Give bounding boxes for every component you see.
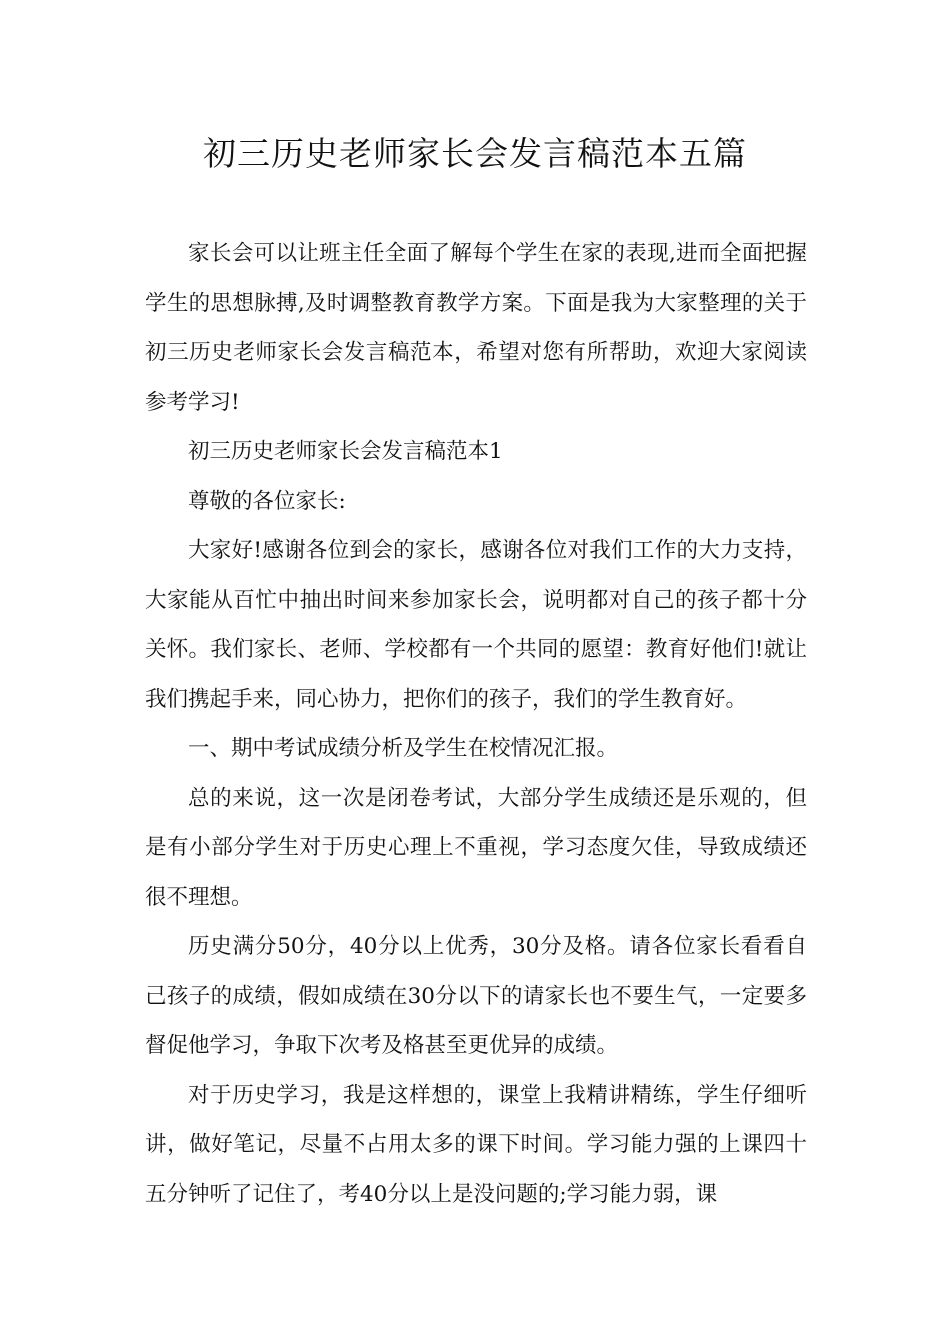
document-title: 初三历史老师家长会发言稿范本五篇 (203, 134, 747, 173)
subsection-heading: 一、期中考试成绩分析及学生在校情况汇报。 (188, 736, 619, 761)
document-body (145, 229, 807, 1219)
body-paragraph: 历史满分50分，40分以上优秀，30分及格。请各位家长看看自己孩子的成绩，假如成绩在30分以下的请家长也不要生气，一定要多督促他学习，争取下次考及格甚至更优异的成绩。 (145, 934, 807, 1058)
intro-paragraph: 家长会可以让班主任全面了解每个学生在家的表现,进而全面把握学生的思想脉搏,及时调整教育教学方案。下面是我为大家整理的关于初三历史老师家长会发言稿范本，希望对您有所帮助，欢迎大家阅读参考学习! (145, 241, 807, 415)
body-paragraph: 对于历史学习，我是这样想的，课堂上我精讲精练，学生仔细听讲，做好笔记，尽量不占用太多的课下时间。学习能力强的上课四十五分钟听了记住了，考40分以上是没问题的;学习能力弱，课 (145, 1082, 807, 1207)
section-heading: 初三历史老师家长会发言稿范本1 (188, 439, 503, 464)
body-paragraph: 大家好!感谢各位到会的家长，感谢各位对我们工作的大力支持，大家能从百忙中抽出时间来参加家长会，说明都对自己的孩子都十分关怀。我们家长、老师、学校都有一个共同的愿望：教育好他们!就让我们携起手来，同心协力，把你们的孩子，我们的学生教育好。 (145, 538, 807, 712)
salutation: 尊敬的各位家长: (188, 488, 346, 514)
body-paragraph: 总的来说，这一次是闭卷考试，大部分学生成绩还是乐观的，但是有小部分学生对于历史心理上不重视，学习态度欠佳，导致成绩还很不理想。 (145, 785, 807, 910)
